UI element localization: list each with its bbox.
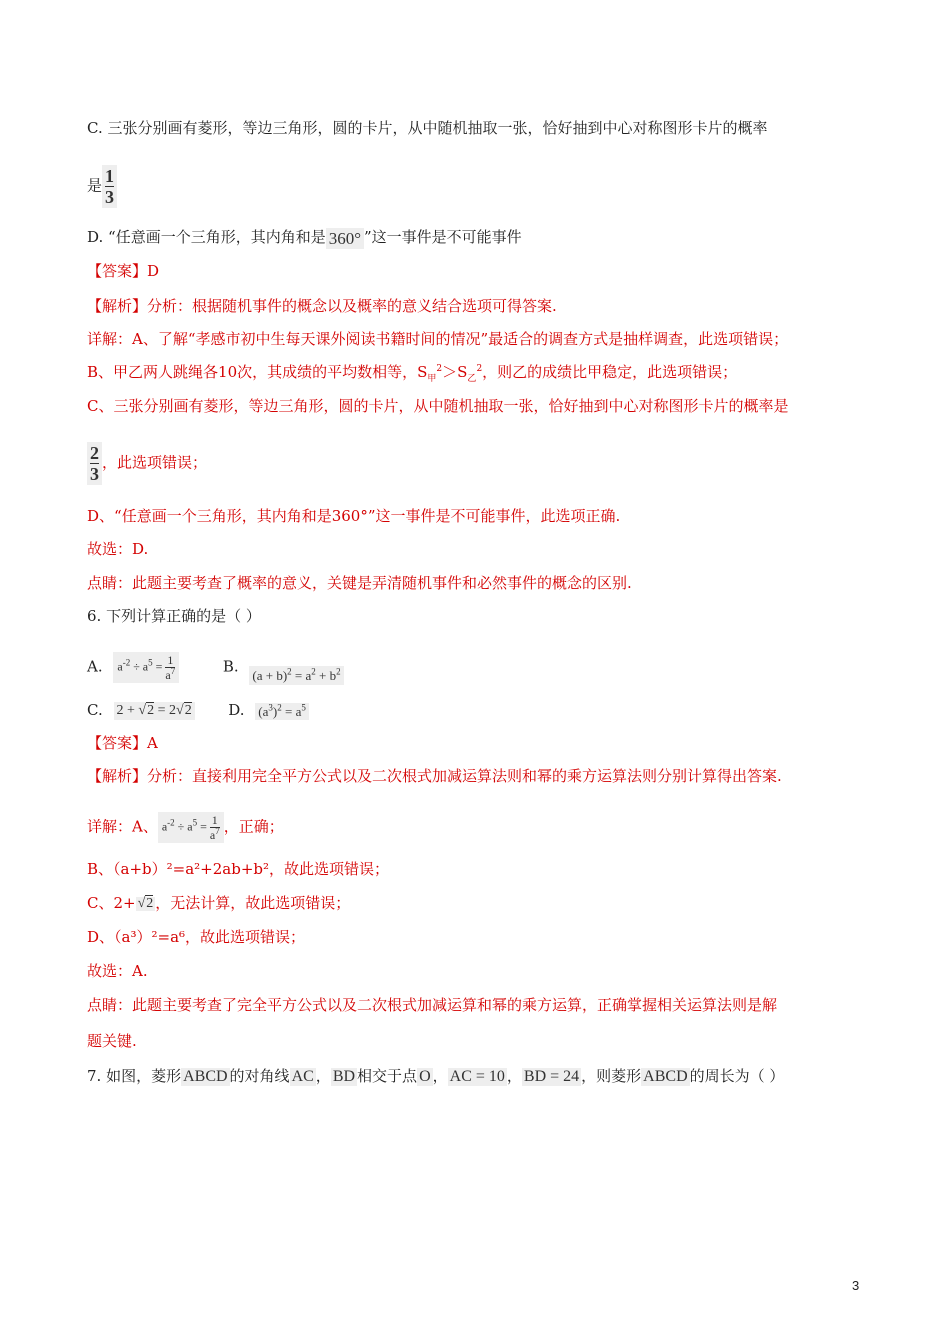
- q5-detail-a: 详解：A、了解“孝感市初中生每天课外阅读书籍时间的情况”最适合的调查方式是抽样调查，此选项错误；: [87, 330, 789, 348]
- q6-option-a-formula: $a^{-2} \div a^5$ = $\frac{1}{a^7}$: [113, 652, 179, 683]
- q6-detail-b: B、（a+b）²=a²+2ab+b²，故此选项错误；: [87, 860, 390, 878]
- q6-option-a-label: A.: [87, 657, 103, 676]
- q5-answer: 【答案】D: [87, 262, 160, 280]
- q5-detail-c-cont: $\frac{2}{3}$ ，此选项错误；: [87, 442, 207, 485]
- q7-math-bd-value: BD = 24: [523, 1068, 580, 1085]
- q7-math-o: O: [419, 1068, 431, 1085]
- q6-stem: 6. 下列计算正确的是（ ）: [87, 607, 261, 625]
- q7-math-bd: BD: [332, 1068, 356, 1085]
- q5-detail-c: C、三张分别画有菱形，等边三角形，圆的卡片，从中随机抽取一张，恰好抽到中心对称图形卡片的概率是: [87, 397, 789, 415]
- q6-detail-c-sqrt: √2: [137, 896, 154, 911]
- q5-detail-b: B、甲乙两人跳绳各10次，其成绩的平均数相等，$S_甲^2>S_乙^2$，则乙的成绩比甲稳定，此选项错误；: [87, 363, 738, 384]
- q7-math-abcd: ABCD: [183, 1068, 228, 1085]
- q6-option-d-formula: $(a^3)^2 = a^5$: [255, 703, 309, 720]
- q5-option-c-prefix: 是: [87, 176, 103, 195]
- q6-choose: 故选：A.: [87, 962, 148, 980]
- q5-detail-d: D、“任意画一个三角形，其内角和是360°”这一事件是不可能事件，此选项正确.: [87, 507, 621, 525]
- q7-math-ac: AC: [291, 1068, 314, 1085]
- page-number: 3: [852, 1278, 860, 1293]
- q7-math-abcd-2: ABCD: [643, 1068, 688, 1085]
- q5-detail-c-fraction: $\frac{2}{3}$: [87, 442, 102, 485]
- q6-options-ab: [87, 652, 344, 683]
- q6-option-d-label: D.: [228, 701, 245, 719]
- q6-detail-c: C、2+ √2 ，无法计算，故此选项错误；: [87, 894, 351, 912]
- q6-option-b-label: B.: [222, 657, 239, 676]
- q5-choose: 故选：D.: [87, 540, 149, 558]
- q6-detail-a: 详解：A、 $a^{-2} \div a^5$ = $\frac{1}{a^7}$ ，正确；: [87, 813, 284, 842]
- q6-options-cd: [87, 700, 309, 720]
- q5-option-d-math: 360°: [326, 228, 364, 249]
- q6-comment-line1: 点睛：此题主要考查了完全平方公式以及二次根式加减运算和幂的乘方运算，正确掌握相关运算法则是解: [87, 996, 778, 1014]
- q6-detail-d: D、（a³）²=a⁶，故此选项错误；: [87, 928, 306, 946]
- q5-comment: 点睛：此题主要考查了概率的意义，关键是弄清随机事件和必然事件的概念的区别.: [87, 574, 632, 592]
- q5-option-d: D. “任意画一个三角形，其内角和是 360° ”这一事件是不可能事件: [87, 228, 522, 248]
- q6-answer: 【答案】A: [87, 734, 158, 752]
- q6-analysis: 【解析】分析：直接利用完全平方公式以及二次根式加减运算法则和幂的乘方运算法则分别计算得出答案.: [87, 767, 782, 785]
- q7-stem: 7. 如图，菱形 ABCD 的对角线 AC ， BD 相交于点 O ， AC = 10 ， BD = 24 ，则菱形 ABCD 的周长为（ ）: [87, 1067, 785, 1085]
- q5-analysis: 【解析】分析：根据随机事件的概念以及概率的意义结合选项可得答案.: [87, 297, 557, 315]
- q5-option-c-line1: C. 三张分别画有菱形，等边三角形，圆的卡片，从中随机抽取一张，恰好抽到中心对称图形卡片的概率: [87, 119, 768, 137]
- q6-detail-a-formula: $a^{-2} \div a^5$ = $\frac{1}{a^7}$: [158, 812, 224, 843]
- q6-option-b-formula: $(a + b)^2 = a^2 + b^2$: [249, 666, 343, 685]
- q7-math-ac-value: AC = 10: [449, 1068, 505, 1085]
- q5-option-c-fraction: $\frac{1}{3}$: [102, 165, 117, 208]
- q6-option-c-label: C.: [87, 701, 103, 719]
- q5-option-c-line2: [87, 165, 117, 208]
- q6-comment-line2: 题关键.: [87, 1032, 137, 1050]
- q6-option-c-formula: 2 + √2 = 2√2: [114, 702, 195, 720]
